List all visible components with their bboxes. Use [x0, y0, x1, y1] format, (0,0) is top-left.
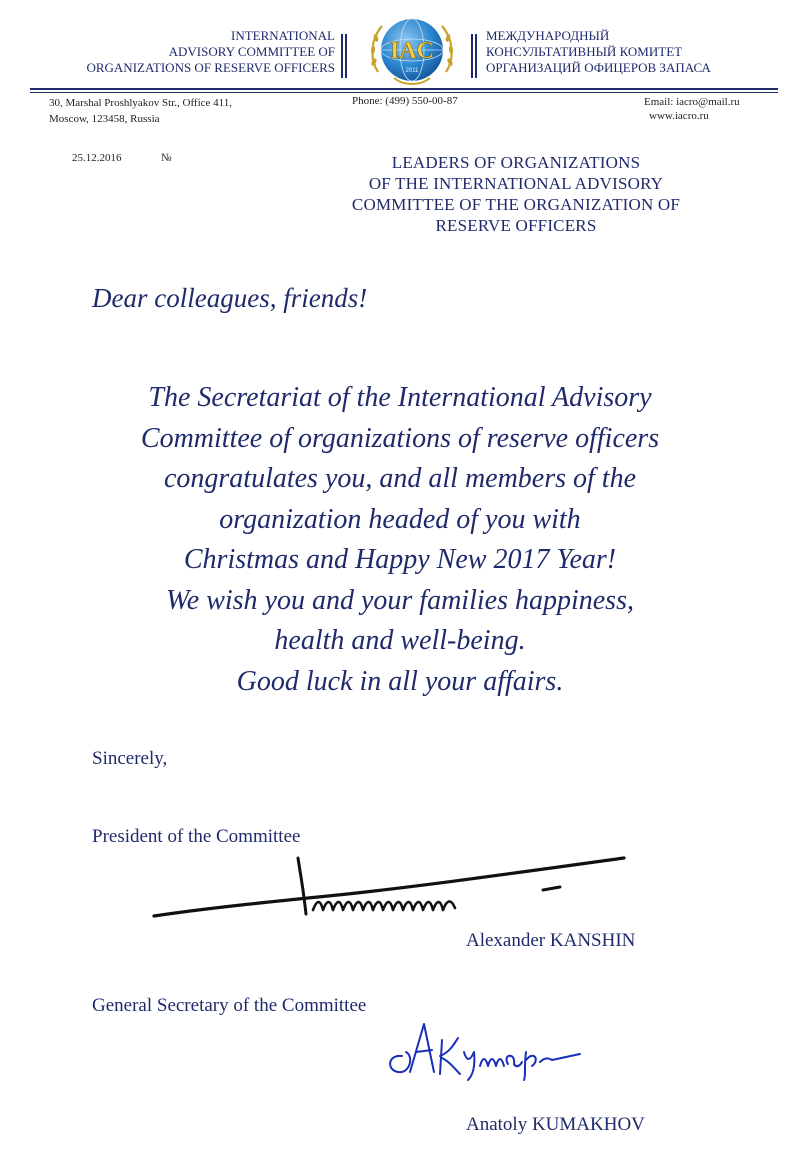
header-russian-line: МЕЖДУНАРОДНЫЙ — [486, 28, 610, 43]
secretary-signature — [380, 1016, 585, 1084]
closing: Sincerely, — [92, 748, 168, 769]
recipient-line: COMMITTEE OF THE ORGANIZATION OF — [351, 195, 681, 214]
header-english-line: ADVISORY COMMITTEE OF — [168, 44, 335, 59]
signatory-title-secretary: General Secretary of the Committee — [92, 995, 367, 1016]
letter-body — [80, 378, 720, 702]
letter-date: 25.12.2016 — [72, 152, 122, 164]
address-line: 30, Marshal Proshlyakov Str., Office 411, — [49, 97, 233, 109]
header-divider-left — [341, 34, 349, 78]
header-russian-line: ОРГАНИЗАЦИЙ ОФИЦЕРОВ ЗАПАСА — [486, 60, 711, 75]
letter-number-sign: № — [161, 152, 172, 164]
phone-text: Phone: (499) 550-00-87 — [352, 95, 458, 107]
contact-online — [644, 95, 740, 123]
president-signature — [148, 852, 638, 932]
header-english-line: INTERNATIONAL — [231, 28, 335, 43]
logo-year: 2011 — [405, 68, 419, 74]
header-russian-line: КОНСУЛЬТАТИВНЫЙ КОМИТЕТ — [486, 44, 683, 59]
recipient-line: LEADERS OF ORGANIZATIONS — [391, 153, 641, 172]
signatory-title-president: President of the Committee — [92, 826, 301, 847]
address-block — [49, 95, 232, 127]
body-line: We wish you and your families happiness, — [166, 584, 634, 616]
email-text: Email: iacro@mail.ru — [644, 96, 740, 108]
body-line: The Secretariat of the International Advisory — [148, 382, 652, 413]
greeting: Dear colleagues, friends! — [92, 283, 368, 313]
header-english-name — [15, 28, 335, 76]
header-rule-thin — [30, 92, 778, 93]
header-rule — [30, 88, 778, 90]
signatory-name-secretary: Anatoly KUMAKHOV — [466, 1114, 645, 1135]
recipient-line: OF THE INTERNATIONAL ADVISORY — [368, 174, 664, 193]
header-english-line: ORGANIZATIONS OF RESERVE OFFICERS — [86, 60, 335, 75]
body-line: Christmas and Happy New 2017 Year! — [183, 544, 617, 575]
body-line: congratulates you, and all members of the — [163, 463, 637, 494]
body-line: organization headed of you with — [219, 503, 581, 535]
header-divider-right — [471, 34, 479, 78]
header-russian-name — [486, 28, 786, 76]
website-text: www.iacro.ru — [649, 110, 709, 122]
logo-text: IAC — [389, 38, 435, 64]
signatory-name-president: Alexander KANSHIN — [466, 930, 636, 951]
address-line: Moscow, 123458, Russia — [49, 113, 160, 125]
iac-logo — [364, 12, 460, 90]
body-line: health and well-being. — [274, 625, 526, 656]
recipient-line: RESERVE OFFICERS — [435, 216, 597, 235]
body-line: Good luck in all your affairs. — [236, 665, 564, 697]
body-line: Committee of organizations of reserve officers — [140, 422, 660, 454]
recipient-block — [300, 152, 732, 236]
